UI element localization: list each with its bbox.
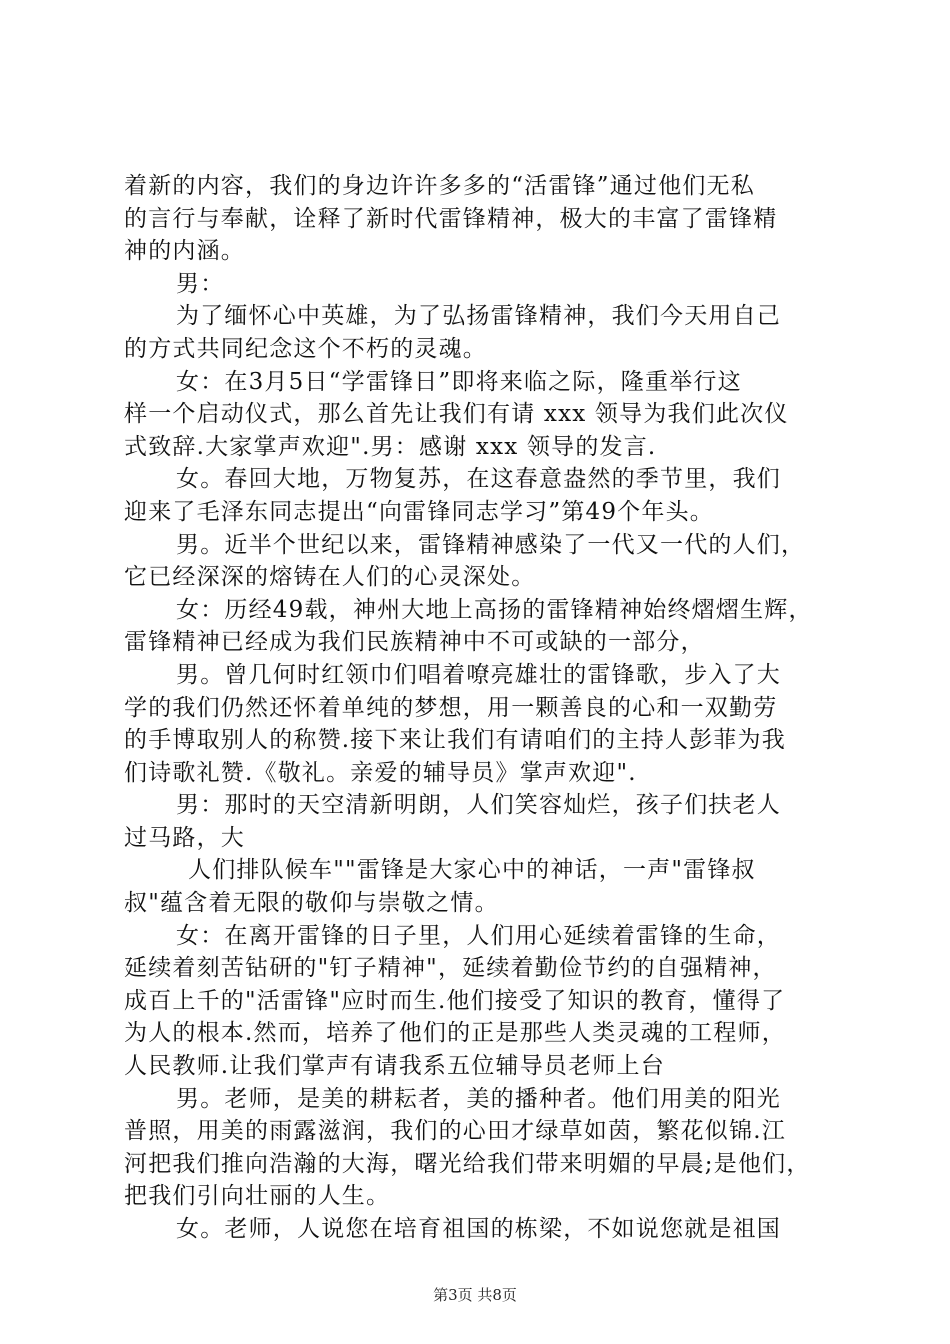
text-line: 人们排队候车""雷锋是大家心中的神话，一声"雷锋叔 bbox=[188, 857, 756, 884]
text-line: 成百上千的"活雷锋"应时而生.他们接受了知识的教育，懂得了 bbox=[124, 987, 786, 1014]
text-line: 的方式共同纪念这个不朽的灵魂。 bbox=[124, 335, 487, 362]
text-line: 女。老师，人说您在培育祖国的栋梁，不如说您就是祖国 bbox=[176, 1216, 781, 1242]
text-line: 过马路，大 bbox=[124, 824, 245, 851]
text-line: 们诗歌礼赞.《敬礼。亲爱的辅导员》掌声欢迎". bbox=[124, 759, 637, 786]
text-line: 学的我们仍然还怀着单纯的梦想，用一颗善良的心和一双勤劳 bbox=[124, 694, 778, 721]
text-line: 式致辞.大家掌声欢迎".男：感谢 xxx 领导的发言. bbox=[124, 433, 657, 460]
text-line: 男：那时的天空清新明朗，人们笑容灿烂，孩子们扶老人 bbox=[176, 792, 781, 819]
text-line: 神的内涵。 bbox=[124, 238, 245, 265]
document-body bbox=[124, 170, 844, 1246]
text-line: 女：历经49载，神州大地上高扬的雷锋精神始终熠熠生辉， bbox=[176, 596, 813, 623]
text-line: 把我们引向壮丽的人生。 bbox=[124, 1183, 391, 1210]
text-line: 延续着刻苦钻研的"钉子精神"，延续着勤俭节约的自强精神， bbox=[124, 955, 777, 982]
text-line: 着新的内容，我们的身边许许多多的“活雷锋”通过他们无私 bbox=[124, 173, 755, 199]
text-line: 女。春回大地，万物复苏，在这春意盎然的季节里，我们 bbox=[176, 466, 781, 493]
text-line: 的手博取别人的称赞.接下来让我们有请咱们的主持人彭菲为我 bbox=[124, 727, 786, 754]
text-line: 男。老师，是美的耕耘者，美的播种者。他们用美的阳光 bbox=[176, 1085, 781, 1112]
text-line: 样一个启动仪式，那么首先让我们有请 xxx 领导为我们此次仪 bbox=[124, 401, 789, 428]
text-line: 它已经深深的熔铸在人们的心灵深处。 bbox=[124, 564, 536, 591]
text-line: 人民教师.让我们掌声有请我系五位辅导员老师上台 bbox=[124, 1053, 665, 1080]
text-line: 男： bbox=[176, 270, 225, 297]
text-line: 的言行与奉献，诠释了新时代雷锋精神，极大的丰富了雷锋精 bbox=[124, 205, 778, 232]
page-number-footer: 第3页 共8页 bbox=[433, 1286, 517, 1304]
text-line: 迎来了毛泽东同志提出“向雷锋同志学习”第49个年头。 bbox=[124, 498, 714, 525]
text-line: 普照，用美的雨露滋润，我们的心田才绿草如茵，繁花似锦.江 bbox=[124, 1118, 786, 1145]
text-line: 女：在3月5日“学雷锋日”即将来临之际，隆重举行这 bbox=[176, 368, 742, 395]
text-line: 男。曾几何时红领巾们唱着嘹亮雄壮的雷锋歌，步入了大 bbox=[176, 661, 781, 688]
text-line: 为人的根本.然而，培养了他们的正是那些人类灵魂的工程师， bbox=[124, 1020, 786, 1047]
text-line: 女：在离开雷锋的日子里，人们用心延续着雷锋的生命， bbox=[176, 922, 781, 949]
text-line: 男。近半个世纪以来，雷锋精神感染了一代又一代的人们， bbox=[176, 531, 806, 558]
text-line: 雷锋精神已经成为我们民族精神中不可或缺的一部分， bbox=[124, 629, 705, 656]
text-line: 河把我们推向浩瀚的大海，曙光给我们带来明媚的早晨;是他们， bbox=[124, 1150, 811, 1177]
text-line: 为了缅怀心中英雄，为了弘扬雷锋精神，我们今天用自己 bbox=[176, 303, 781, 330]
text-line: 叔"蕴含着无限的敬仰与崇敬之情。 bbox=[124, 890, 499, 917]
